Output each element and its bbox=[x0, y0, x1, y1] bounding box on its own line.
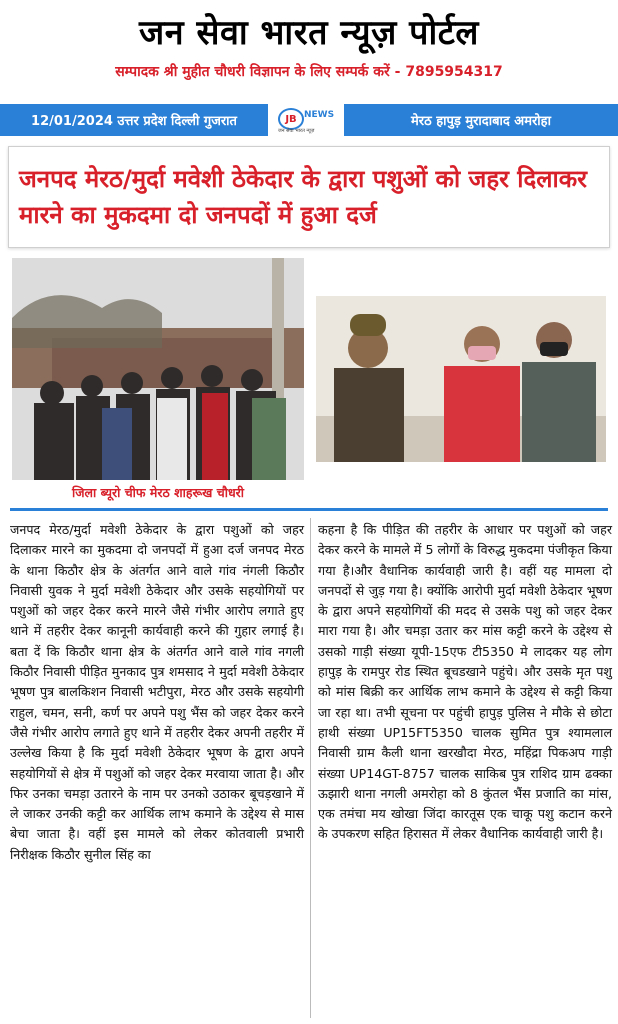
info-bar bbox=[0, 104, 618, 136]
article-column-right: कहना है कि पीड़ित की तहरीर के आधार पर पशुओं को जहर देकर करने के मामले में 5 लोगों के विरुद्ध मुकदमा पंजीकृत किया गया है।और वैधानिक कार्यवाही जारी है। वहीं यह मामला दो जनपदों से जुड़ गया है। क्योंकि आरोपी मुर्दा मवेशी ठेकेदार भूषण के द्वारा अपने सहयोगियों की मदद से उसके पशु को जहर देकर मारा गया है। और चमड़ा उतार कर मांस कट्टी करने के उद्देश्य से उसको गाड़ी संख्या यूपी-15एफ टी5350 मे लादकर यह लोग हापुड़ के रामपुर रोड स्थित बूचडखाने पहुंचे। और उसके मृत पशु को मांस बिक्री कर आर्थिक लाभ कमाने के उद्देश्य से कट्टी किया जा रहा था। तभी सूचना पर पहुंची हापुड़ पुलिस ने मौके से छोटा हाथी संख्या UP15FT5350 चालक सुमित पुत्र श्यामलाल निवासी ग्राम कैली थाना खरखौदा मेरठ, महिंद्रा पिकअप गाड़ी संख्या UP14GT-8757 चालक साकिब पुत्र राशिद ग्राम ढक्का ऊझारी थाना नगली अमरोहा को 8 कुंतल भैंस प्रजाति का मांस, एक तमंचा मय खोखा जिंदा कारतूस एक चाकू पशु कटान करने के उपकरण सहित हिरासत में लेकर वैधानिक कार्यवाही जारी है। bbox=[318, 522, 612, 842]
column-separator bbox=[310, 518, 311, 1018]
logo-tagline: जन सेवा भारत न्यूज़ bbox=[278, 128, 315, 134]
article-headline: जनपद मेरठ/मुर्दा मवेशी ठेकेदार के द्वारा पशुओं को जहर दिलाकर मारने का मुकदमा दो जनपदों में हुआ दर्ज bbox=[19, 165, 587, 229]
city-bar: मेरठ हापुड़ मुरादाबाद अमरोहा bbox=[344, 104, 618, 136]
article-column-left: जनपद मेरठ/मुर्दा मवेशी ठेकेदार के द्वारा पशुओं को जहर दिलाकर मारने का मुकदमा दो जनपदों में हुआ दर्ज जनपद मेरठ के थाना किठौर क्षेत्र के अंतर्गत आने वाले गांव नंगली किठौर निवासी युवक ने मुर्दा मवेशी ठेकेदार और उसके सहयोगियों पर पशुओं को जहर देकर करने मारने जैसे गंभीर आरोप लगाते हुए थाने में तहरीर देकर कानूनी कार्यवाही करने की गुहार लगाई है।बता दें कि किठौर थाना क्षेत्र के अंतर्गत आने वाले गांव नगली किठौर निवासी पीड़ित मुनकाद पुत्र शमसाद ने मुर्दा मवेशी ठेकेदार भूषण पुत्र बालकिशन निवासी भटीपुरा, मेरठ और उसके सहयोगी राहुल, चमन, सनी, कर्ण पर अपने पशु भैंस को जहर देकर करने जैसे गंभीर आरोप लगाते हुए थाने में तहरीर देकर अपनी तहरीर में उल्लेख किया है कि मुर्दा मवेशी ठेकेदार भूषण के द्वारा अपने सहयोगियों से क्षेत्र में पशुओं को जहर देकर मरवाया जाता है। और फिर उनका चमड़ा उतारने के नाम पर उनको उठाकर बूचड़खाने में ले जाकर उनकी कट्टी कर आर्थिक लाभ कमाने के उद्देश्य से मास बेचा जाता है। वहीं इस मामले को लेकर कोतवाली प्रभारी निरीक्षक किठौर सुनील सिंह का bbox=[10, 522, 304, 862]
logo-mark: JB bbox=[278, 108, 304, 130]
photo-crowd-illustration bbox=[12, 258, 304, 480]
section-divider bbox=[10, 508, 608, 511]
headline-box bbox=[8, 146, 610, 248]
jb-news-logo bbox=[278, 106, 338, 134]
logo-word: NEWS bbox=[304, 110, 335, 120]
photo-caption: जिला ब्यूरो चीफ मेरठ शाहरूख चौधरी bbox=[72, 485, 244, 500]
photo-crowd-interview bbox=[12, 258, 304, 480]
editor-contact-line: सम्पादक श्री मुहीत चौधरी विज्ञापन के लिए सम्पर्क करें - 7895954317 bbox=[115, 64, 503, 80]
photo-men-illustration bbox=[316, 296, 606, 462]
date-region-bar: 12/01/2024 उत्तर प्रदेश दिल्ली गुजरात bbox=[0, 104, 268, 136]
photo-accused-men bbox=[316, 296, 606, 462]
masthead-title: जन सेवा भारत न्यूज़ पोर्टल bbox=[139, 13, 479, 53]
